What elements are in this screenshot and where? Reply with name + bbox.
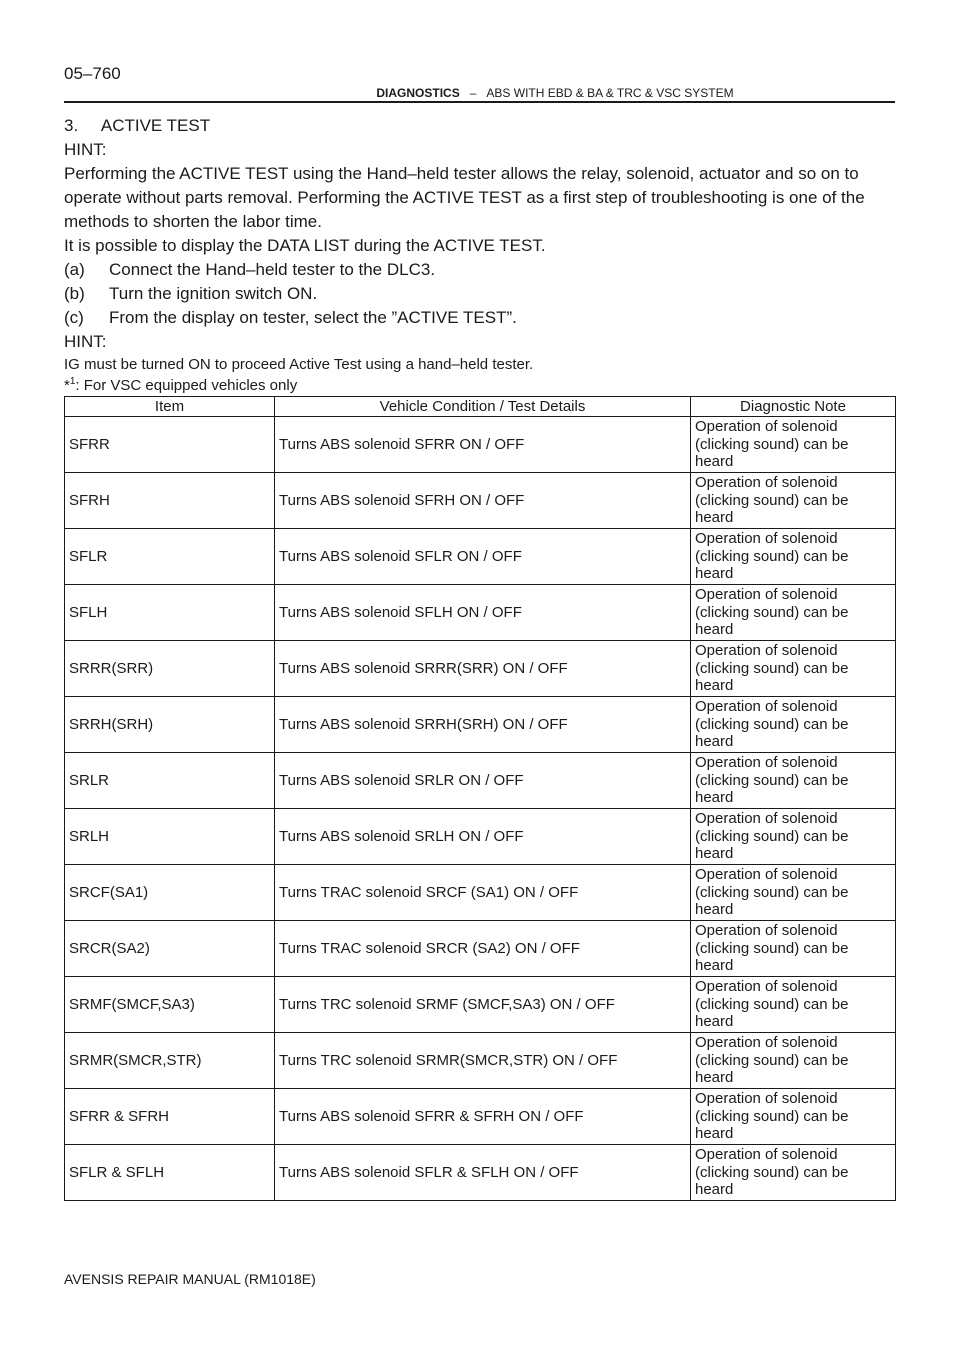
cell-item: SRMR(SMCR,STR) bbox=[65, 1033, 275, 1089]
note-line: heard bbox=[695, 789, 734, 807]
note-line: heard bbox=[695, 733, 734, 751]
table-body bbox=[65, 417, 896, 1201]
cell-item: SRRR(SRR) bbox=[65, 641, 275, 697]
note-line: heard bbox=[695, 901, 734, 919]
table-row bbox=[65, 641, 896, 697]
note-line: heard bbox=[695, 621, 734, 639]
header-dash: – bbox=[469, 86, 477, 100]
cell-item: SFLR bbox=[65, 529, 275, 585]
header-rule bbox=[64, 101, 895, 103]
paragraph-line: methods to shorten the labor time. bbox=[64, 212, 322, 231]
cell-condition: Turns TRC solenoid SRMF (SMCF,SA3) ON / OFF bbox=[275, 977, 691, 1033]
step-item bbox=[64, 282, 896, 306]
note-line: heard bbox=[695, 1069, 734, 1087]
cell-condition: Turns ABS solenoid SRLR ON / OFF bbox=[275, 753, 691, 809]
note-line: Operation of solenoid bbox=[695, 698, 838, 716]
cell-note bbox=[691, 641, 896, 697]
note-line: (clicking sound) can be bbox=[695, 995, 849, 1013]
table-header-row bbox=[65, 397, 896, 417]
table-row bbox=[65, 529, 896, 585]
step-text: From the display on tester, select the ”ACTIVE TEST”. bbox=[109, 308, 517, 327]
cell-item: SFRR & SFRH bbox=[65, 1089, 275, 1145]
table-row bbox=[65, 1089, 896, 1145]
note-line: heard bbox=[695, 453, 734, 471]
page-number: 05–760 bbox=[64, 64, 121, 83]
cell-item: SRCF(SA1) bbox=[65, 865, 275, 921]
cell-item: SFRR bbox=[65, 417, 275, 473]
note-line: (clicking sound) can be bbox=[695, 827, 849, 845]
cell-item: SFRH bbox=[65, 473, 275, 529]
note-line: (clicking sound) can be bbox=[695, 603, 849, 621]
note-line: heard bbox=[695, 1013, 734, 1031]
note-line: (clicking sound) can be bbox=[695, 939, 849, 957]
note-line: Operation of solenoid bbox=[695, 1034, 838, 1052]
header-section: DIAGNOSTICS bbox=[376, 86, 460, 100]
note-line: Operation of solenoid bbox=[695, 866, 838, 884]
cell-condition: Turns TRAC solenoid SRCF (SA1) ON / OFF bbox=[275, 865, 691, 921]
header-item: Item bbox=[65, 397, 275, 417]
step-text: Connect the Hand–held tester to the DLC3. bbox=[109, 260, 436, 279]
header-note: Diagnostic Note bbox=[691, 397, 896, 417]
cell-condition: Turns ABS solenoid SRRH(SRH) ON / OFF bbox=[275, 697, 691, 753]
cell-condition: Turns ABS solenoid SFRH ON / OFF bbox=[275, 473, 691, 529]
cell-condition: Turns ABS solenoid SFLR ON / OFF bbox=[275, 529, 691, 585]
note-line: heard bbox=[695, 1181, 734, 1199]
footnote-sup: 1 bbox=[69, 376, 76, 387]
active-test-table bbox=[64, 396, 896, 1201]
note-line: Operation of solenoid bbox=[695, 418, 838, 436]
note-line: heard bbox=[695, 677, 734, 695]
note-line: Operation of solenoid bbox=[695, 1146, 838, 1164]
table-row bbox=[65, 809, 896, 865]
note-line: heard bbox=[695, 565, 734, 583]
note-line: Operation of solenoid bbox=[695, 474, 838, 492]
note-line: Operation of solenoid bbox=[695, 810, 838, 828]
note-line: (clicking sound) can be bbox=[695, 435, 849, 453]
hint-label: HINT: bbox=[64, 332, 107, 351]
cell-note bbox=[691, 697, 896, 753]
footnote bbox=[64, 375, 896, 396]
note-line: IG must be turned ON to proceed Active Test using a hand–held tester. bbox=[64, 356, 534, 373]
note-line: Operation of solenoid bbox=[695, 1090, 838, 1108]
cell-note bbox=[691, 417, 896, 473]
note-line: (clicking sound) can be bbox=[695, 715, 849, 733]
table-row bbox=[65, 1145, 896, 1201]
cell-condition: Turns TRC solenoid SRMR(SMCR,STR) ON / OFF bbox=[275, 1033, 691, 1089]
note-line: (clicking sound) can be bbox=[695, 491, 849, 509]
note-line: Operation of solenoid bbox=[695, 530, 838, 548]
cell-condition: Turns TRAC solenoid SRCR (SA2) ON / OFF bbox=[275, 921, 691, 977]
note-line: Operation of solenoid bbox=[695, 754, 838, 772]
cell-condition: Turns ABS solenoid SFRR & SFRH ON / OFF bbox=[275, 1089, 691, 1145]
paragraph-line: Performing the ACTIVE TEST using the Hand–held tester allows the relay, solenoid, actuator and so on to bbox=[64, 164, 859, 183]
note-line: heard bbox=[695, 845, 734, 863]
cell-item: SFLH bbox=[65, 585, 275, 641]
note-line: (clicking sound) can be bbox=[695, 547, 849, 565]
cell-condition: Turns ABS solenoid SFRR ON / OFF bbox=[275, 417, 691, 473]
cell-condition: Turns ABS solenoid SRLH ON / OFF bbox=[275, 809, 691, 865]
cell-condition: Turns ABS solenoid SFLR & SFLH ON / OFF bbox=[275, 1145, 691, 1201]
cell-note bbox=[691, 1033, 896, 1089]
note-line: (clicking sound) can be bbox=[695, 1051, 849, 1069]
note-line: (clicking sound) can be bbox=[695, 771, 849, 789]
note-line: heard bbox=[695, 957, 734, 975]
header-subtitle: ABS WITH EBD & BA & TRC & VSC SYSTEM bbox=[486, 86, 734, 100]
note-line: heard bbox=[695, 509, 734, 527]
body-text bbox=[64, 114, 896, 396]
footnote-mark: * bbox=[64, 377, 70, 394]
table-row bbox=[65, 921, 896, 977]
table-row bbox=[65, 473, 896, 529]
note-line: Operation of solenoid bbox=[695, 586, 838, 604]
cell-item: SRLR bbox=[65, 753, 275, 809]
cell-item: SRLH bbox=[65, 809, 275, 865]
cell-note bbox=[691, 529, 896, 585]
cell-note bbox=[691, 865, 896, 921]
cell-item: SRCR(SA2) bbox=[65, 921, 275, 977]
table-row bbox=[65, 585, 896, 641]
cell-note bbox=[691, 809, 896, 865]
cell-note bbox=[691, 1145, 896, 1201]
step-label: (c) bbox=[64, 308, 84, 327]
note-line: Operation of solenoid bbox=[695, 978, 838, 996]
paragraph-line: operate without parts removal. Performing the ACTIVE TEST as a first step of troubleshooting is one of the bbox=[64, 188, 865, 207]
cell-note bbox=[691, 753, 896, 809]
note-line: Operation of solenoid bbox=[695, 642, 838, 660]
cell-note bbox=[691, 921, 896, 977]
note-line: (clicking sound) can be bbox=[695, 1107, 849, 1125]
step-item bbox=[64, 258, 896, 282]
table-row bbox=[65, 1033, 896, 1089]
step-text: Turn the ignition switch ON. bbox=[109, 284, 318, 303]
header-condition: Vehicle Condition / Test Details bbox=[275, 397, 691, 417]
table-row bbox=[65, 977, 896, 1033]
hint-label: HINT: bbox=[64, 140, 107, 159]
cell-note bbox=[691, 1089, 896, 1145]
footer-manual: AVENSIS REPAIR MANUAL (RM1018E) bbox=[64, 1271, 316, 1287]
table-row bbox=[65, 865, 896, 921]
note-line: heard bbox=[695, 1125, 734, 1143]
footnote-text: : For VSC equipped vehicles only bbox=[75, 377, 298, 394]
step-item bbox=[64, 306, 896, 330]
paragraph-line: It is possible to display the DATA LIST during the ACTIVE TEST. bbox=[64, 236, 546, 255]
cell-note bbox=[691, 977, 896, 1033]
cell-condition: Turns ABS solenoid SRRR(SRR) ON / OFF bbox=[275, 641, 691, 697]
step-label: (a) bbox=[64, 260, 85, 279]
cell-condition: Turns ABS solenoid SFLH ON / OFF bbox=[275, 585, 691, 641]
table-row bbox=[65, 697, 896, 753]
table-row bbox=[65, 753, 896, 809]
section-heading: 3. ACTIVE TEST bbox=[64, 116, 211, 135]
table-row bbox=[65, 417, 896, 473]
cell-item: SFLR & SFLH bbox=[65, 1145, 275, 1201]
header-title bbox=[0, 86, 960, 100]
note-line: (clicking sound) can be bbox=[695, 883, 849, 901]
note-line: (clicking sound) can be bbox=[695, 1163, 849, 1181]
note-line: Operation of solenoid bbox=[695, 922, 838, 940]
step-label: (b) bbox=[64, 284, 85, 303]
cell-item: SRMF(SMCF,SA3) bbox=[65, 977, 275, 1033]
cell-note bbox=[691, 473, 896, 529]
note-line: (clicking sound) can be bbox=[695, 659, 849, 677]
cell-item: SRRH(SRH) bbox=[65, 697, 275, 753]
cell-note bbox=[691, 585, 896, 641]
